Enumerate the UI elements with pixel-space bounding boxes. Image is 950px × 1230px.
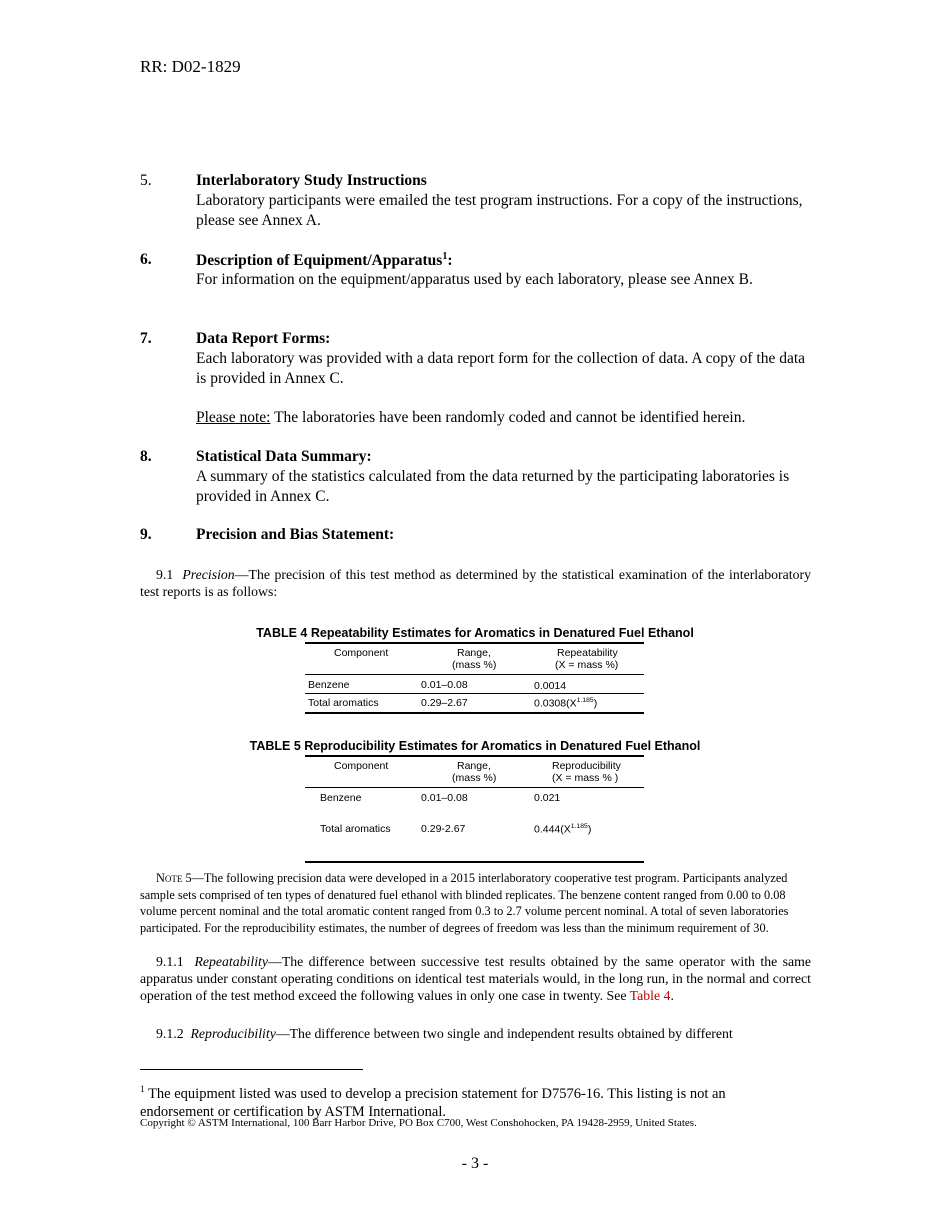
table-cell: 0.0014 [534,680,567,692]
table-4-link[interactable]: Table 4 [629,988,671,1003]
table-cell: $0.0308(X^{1.185})$ [534,697,598,710]
section-8-body: A summary of the statistics calculated from the data returned by the participating laboratories is provided in Annex C. [196,468,790,505]
table-header: Repeatability [557,647,618,659]
copyright-notice: Copyright © ASTM International, 100 Barr Harbor Drive, PO Box C700, West Conshohocken, PA 19428-2959, United States. [140,1117,697,1129]
table-cell: Benzene [320,792,362,804]
table-cell: 0.29-2.67 [421,823,466,835]
note-5: Note 5—The following precision data were developed in a 2015 interlaboratory cooperative test program. Participants analyzed sample sets comprised of ten types of denatured fuel ethanol with blinded replicates. The benzene content ranged from 0.00 to 0.08 volume percent nominal and the total aromatic content ranged from 0.3 to 2.7 volume percent nominal. A total of seven laboratories participated. For the reproducibility estimates, the number of degrees of freedom was less than the minimum requirement of 30. [140,871,789,935]
table-cell: Total aromatics [308,697,379,709]
table-cell: 0.01–0.08 [421,679,468,691]
report-id-header: RR: D02-1829 [140,57,241,76]
table-4-caption: TABLE 4 Repeatability Estimates for Aromatics in Denatured Fuel Ethanol [256,626,694,640]
table-cell: Benzene [308,679,350,691]
table-5-caption: TABLE 5 Reproducibility Estimates for Aromatics in Denatured Fuel Ethanol [249,739,701,753]
section-8-number: 8. [140,448,152,465]
section-7-body: Each laboratory was provided with a data report form for the collection of data. A copy of the data is provided in Annex C. [196,350,806,387]
section-9-title: Precision and Bias Statement: [196,526,395,543]
table-5 [305,755,644,865]
table-4 [305,642,644,717]
table-header: Component [334,647,389,659]
table-header: (X = mass %) [555,659,619,671]
section-8-title: Statistical Data Summary: [196,448,372,465]
table-header: Range, [457,760,491,772]
table-cell: 0.29–2.67 [421,697,468,709]
table-header: Reproducibility [552,760,621,772]
table-header: (mass %) [452,772,497,784]
table-cell: 0.01–0.08 [421,792,468,804]
footnote: $^1$ The equipment listed was used to develop a precision statement for D7576-16. This listing is not an endorsement or certification by ASTM International. [140,1085,726,1120]
footnote-divider [140,1069,363,1070]
section-6-title: Description of Equipment/Apparatus$^1$: [196,251,453,270]
precision-paragraph: 9.1 Precision—The precision of this test method as determined by the statistical examination of the interlaboratory test reports is as follows: [140,567,811,599]
please-note-label: Please note: [196,409,271,426]
table-header: (mass %) [452,659,497,671]
footnote-marker: 1 [442,251,448,262]
section-5-body: Laboratory participants were emailed the test program instructions. For a copy of the instructions, please see Annex A. [196,192,803,229]
section-7-note: Please note: The laboratories have been randomly coded and cannot be identified herein. [196,409,746,426]
section-5-title: Interlaboratory Study Instructions [196,172,427,189]
section-5-number: 5. [140,172,152,189]
table-cell: 0.021 [534,792,561,804]
table-header: (X = mass % ) [552,772,619,784]
section-7-title: Data Report Forms: [196,330,331,347]
table-cell: $0.444(X^{1.185})$ [534,823,592,836]
table-header: Component [334,760,389,772]
page-number: - 3 - [461,1155,489,1172]
section-9-number: 9. [140,526,152,543]
table-cell: Total aromatics [320,823,391,835]
section-6-number: 6. [140,251,152,268]
section-6-body: For information on the equipment/apparatus used by each laboratory, please see Annex B. [196,271,753,288]
table-header: Range, [457,647,491,659]
section-7-number: 7. [140,330,152,347]
reproducibility-paragraph: 9.1.2 Reproducibility—The difference between two single and independent results obtained by different [156,1026,733,1041]
repeatability-paragraph: 9.1.1 Repeatability—The difference between successive test results obtained by the same operator with the same apparatus under constant operating conditions on identical test materials would, in the long run, in the normal and correct operation of the test method exceed the following values in only one case in twenty. See Table 4. [140,954,811,1003]
